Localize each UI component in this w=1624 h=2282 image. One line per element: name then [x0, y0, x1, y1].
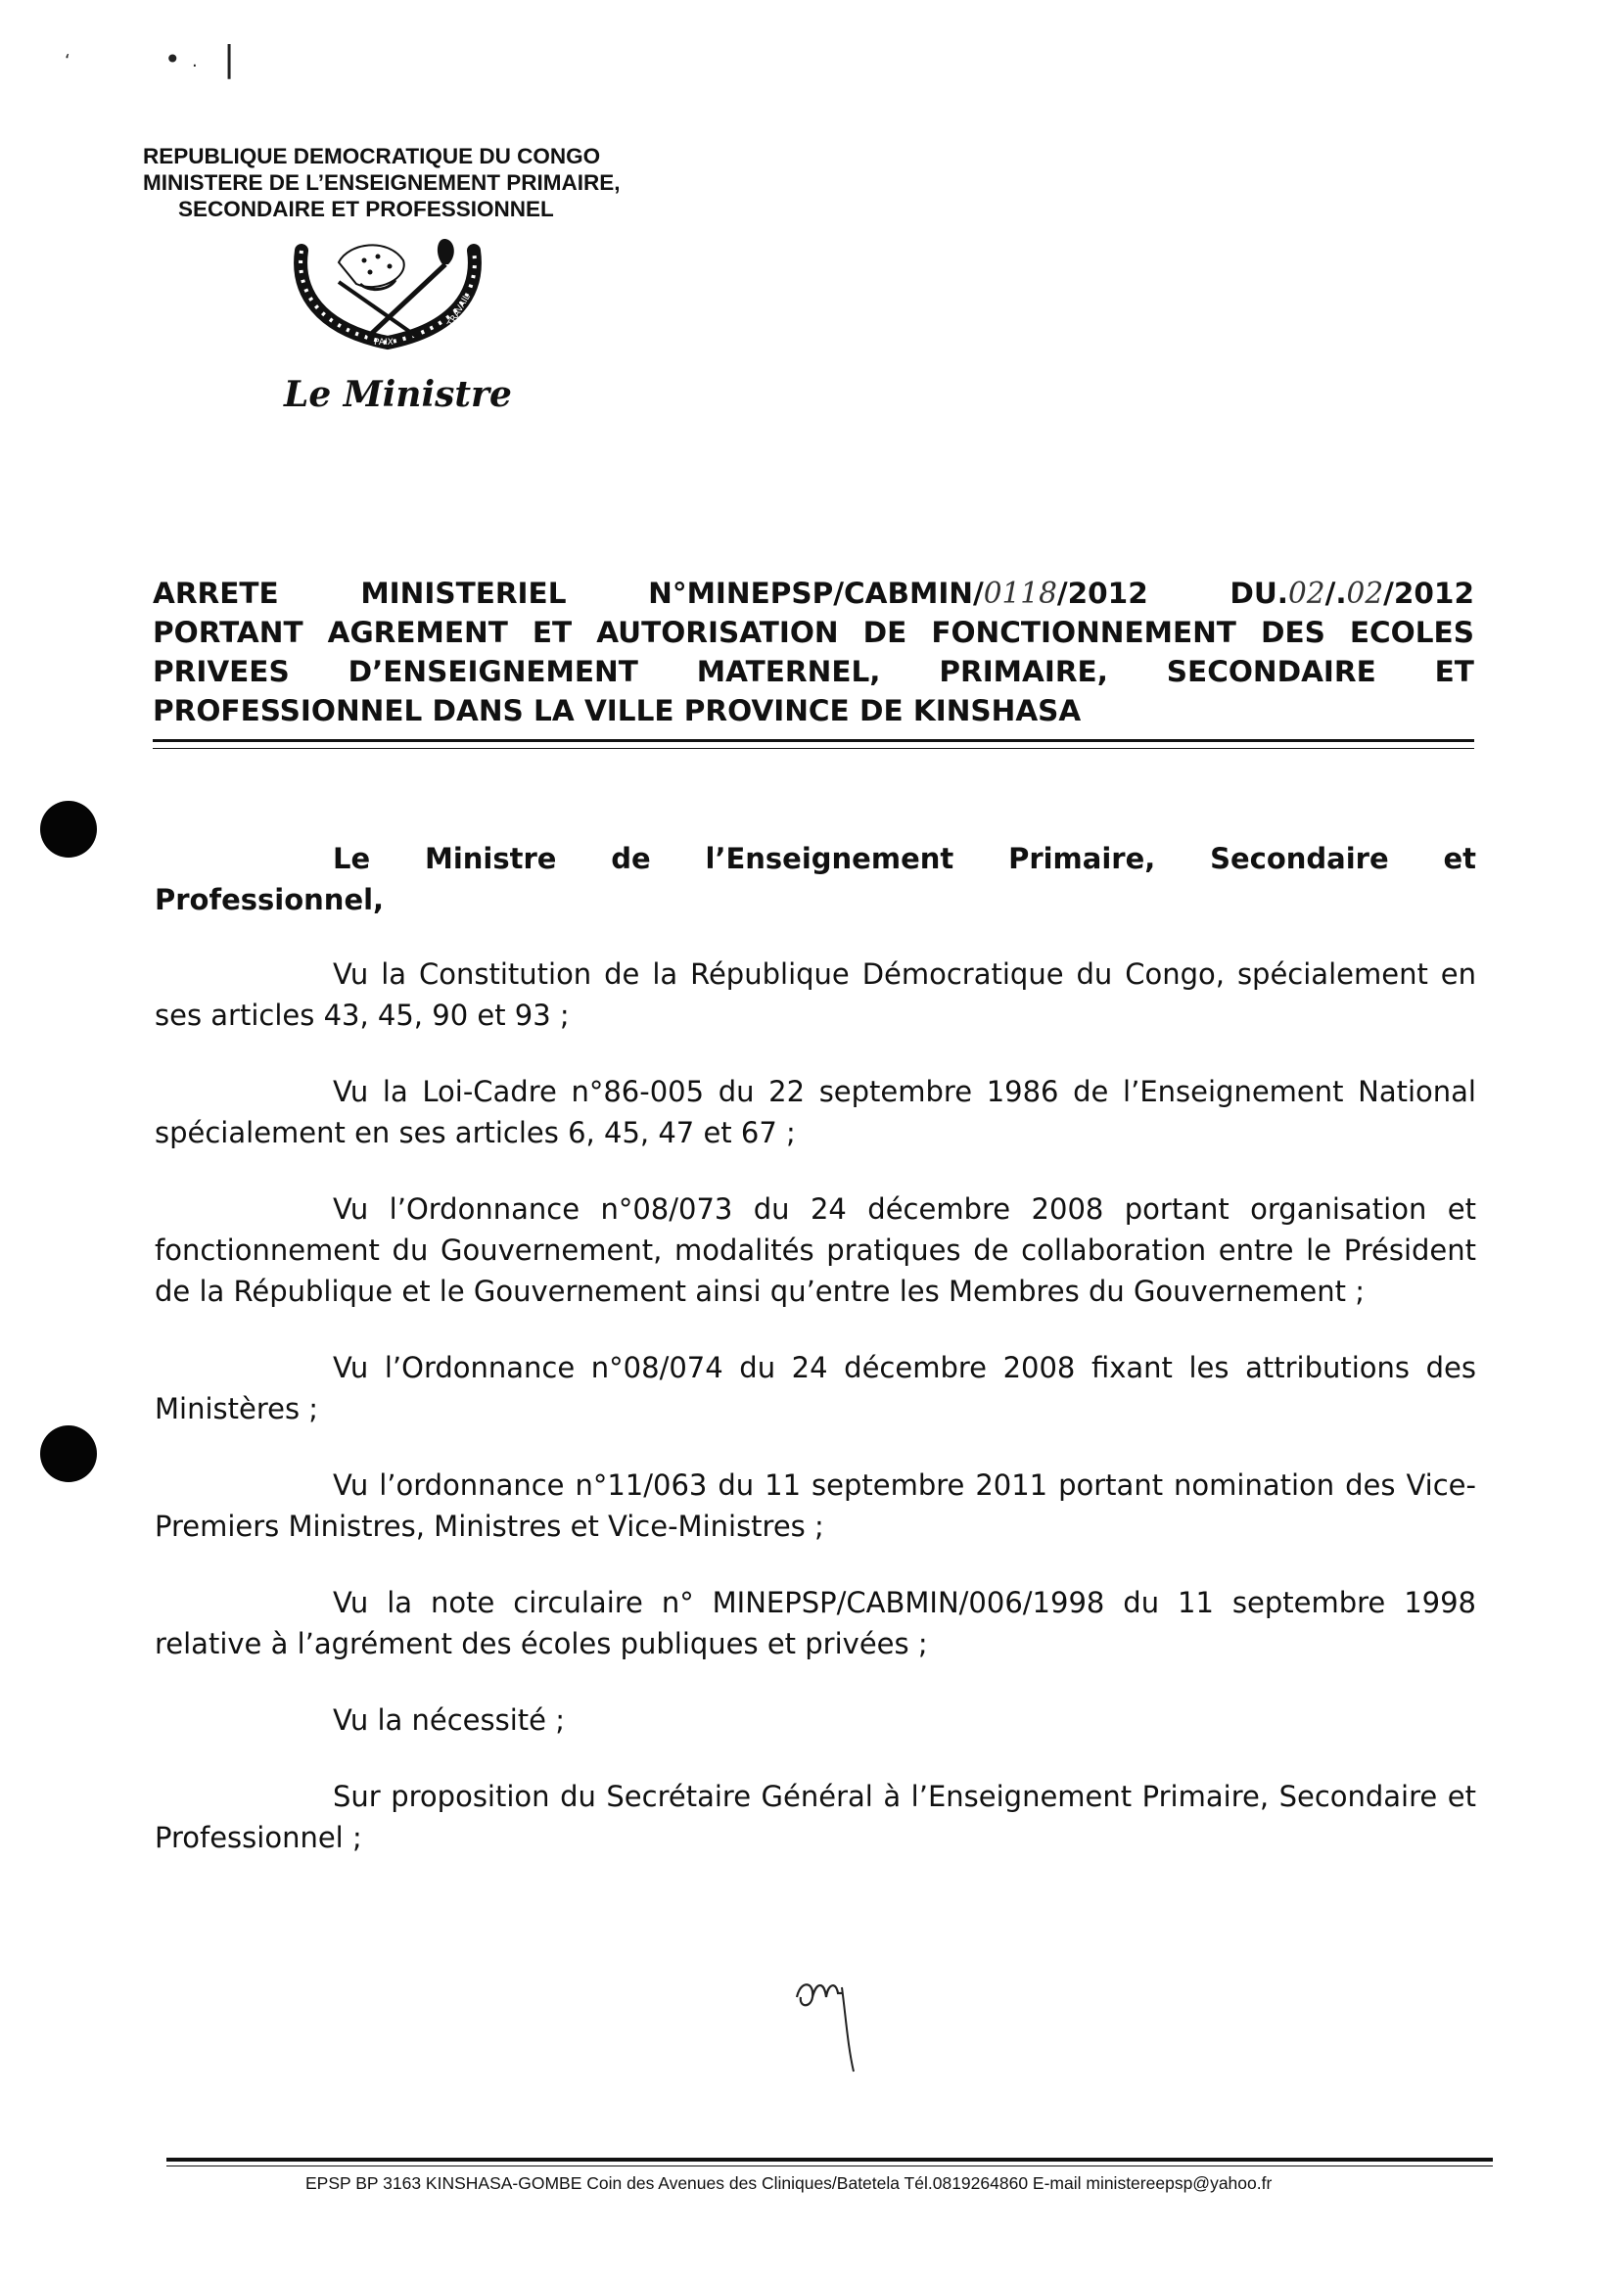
decree-body	[155, 838, 1476, 1858]
scan-mark: .	[192, 51, 198, 71]
title-word: D’ENSEIGNEMENT	[348, 655, 638, 688]
coat-of-arms-emblem	[280, 233, 495, 360]
letterhead	[143, 143, 769, 222]
preamble-paragraph: Vu la Constitution de la République Démocratique du Congo, spécialement en ses articles 43, 45, 90 et 93 ;	[155, 957, 1476, 1032]
emblem-motto-center: PAIX	[374, 338, 394, 348]
handwritten-initials	[791, 1958, 879, 2075]
title-word: MATERNEL,	[696, 655, 881, 688]
title-word: DES	[1260, 616, 1325, 649]
title-word: PORTANT	[153, 616, 303, 649]
title-word: SECONDAIRE	[1166, 655, 1376, 688]
title-word: DE	[862, 616, 907, 649]
preamble-lead: Le Ministre de l’Enseignement Primaire, Secondaire et Professionnel,	[155, 842, 1476, 916]
handwritten-month: 02	[1346, 577, 1384, 610]
title-divider	[153, 739, 1474, 742]
preamble-paragraph: Sur proposition du Secrétaire Général à l’Enseignement Primaire, Secondaire et Professionnel ;	[155, 1780, 1476, 1854]
title-word: ET	[1434, 655, 1474, 688]
scan-mark: |	[223, 39, 236, 79]
scan-mark: •	[164, 43, 181, 75]
title-word: FONCTIONNEMENT	[931, 616, 1236, 649]
decree-date: DU.02/.02/2012	[1230, 577, 1474, 610]
title-word: MINISTERIEL	[360, 577, 567, 610]
title-word: PRIVEES	[153, 655, 290, 688]
title-line-4: PROFESSIONNEL DANS LA VILLE PROVINCE DE KINSHASA	[153, 694, 1082, 727]
preamble-paragraph: Vu la Loi-Cadre n°86-005 du 22 septembre 1986 de l’Enseignement National spécialement en ses articles 6, 45, 47 et 67 ;	[155, 1075, 1476, 1149]
letterhead-country: REPUBLIQUE DEMOCRATIQUE DU CONGO	[143, 144, 601, 168]
minister-label: Le Ministre	[284, 374, 512, 415]
title-word: ET	[532, 616, 573, 649]
preamble-paragraph: Vu la note circulaire n° MINEPSP/CABMIN/006/1998 du 11 septembre 1998 relative à l’agrément des écoles publiques et privées ;	[155, 1586, 1476, 1660]
title-word: ECOLES	[1349, 616, 1474, 649]
punch-hole	[40, 1425, 97, 1482]
handwritten-day: 02	[1288, 577, 1325, 610]
letterhead-ministry: MINISTERE DE L’ENSEIGNEMENT PRIMAIRE,	[143, 170, 621, 195]
title-word: AUTORISATION	[596, 616, 839, 649]
title-word: AGREMENT	[327, 616, 508, 649]
punch-hole	[40, 801, 97, 858]
title-divider-thin	[153, 748, 1474, 749]
title-line-3	[153, 652, 1474, 691]
letterhead-ministry-cont: SECONDAIRE ET PROFESSIONNEL	[178, 197, 554, 221]
emblem-motto-left: JUSTICE	[295, 301, 319, 337]
title-word: ARRETE	[153, 577, 279, 610]
footer-contact: EPSP BP 3163 KINSHASA-GOMBE Coin des Avenues des Cliniques/Batetela Tél.0819264860 E-mail ministereepsp@yahoo.fr	[305, 2173, 1273, 2193]
preamble-paragraph: Vu la nécessité ;	[333, 1703, 565, 1737]
preamble-paragraph: Vu l’ordonnance n°11/063 du 11 septembre 2011 portant nomination des Vice-Premiers Ministres, Ministres et Vice-Ministres ;	[155, 1468, 1476, 1543]
title-line-2	[153, 613, 1474, 652]
handwritten-number: 0118	[983, 577, 1057, 610]
title-line-1	[153, 574, 1474, 613]
footer-divider	[166, 2158, 1493, 2162]
preamble-paragraph: Vu l’Ordonnance n°08/074 du 24 décembre 2008 fixant les attributions des Ministères ;	[155, 1351, 1476, 1425]
emblem-motto-right: TRAVAIL	[445, 292, 473, 329]
decree-reference: N°MINEPSP/CABMIN/0118/2012	[648, 577, 1148, 610]
decree-title	[153, 574, 1474, 730]
title-word: PRIMAIRE,	[939, 655, 1108, 688]
preamble-paragraph: Vu l’Ordonnance n°08/073 du 24 décembre 2008 portant organisation et fonctionnement du Gouvernement, modalités pratiques de collaboration entre le Président de la République et le Gouvernement ainsi qu’entre les Membres du Gouvernement ;	[155, 1192, 1476, 1308]
scan-mark: ‘	[65, 51, 70, 71]
